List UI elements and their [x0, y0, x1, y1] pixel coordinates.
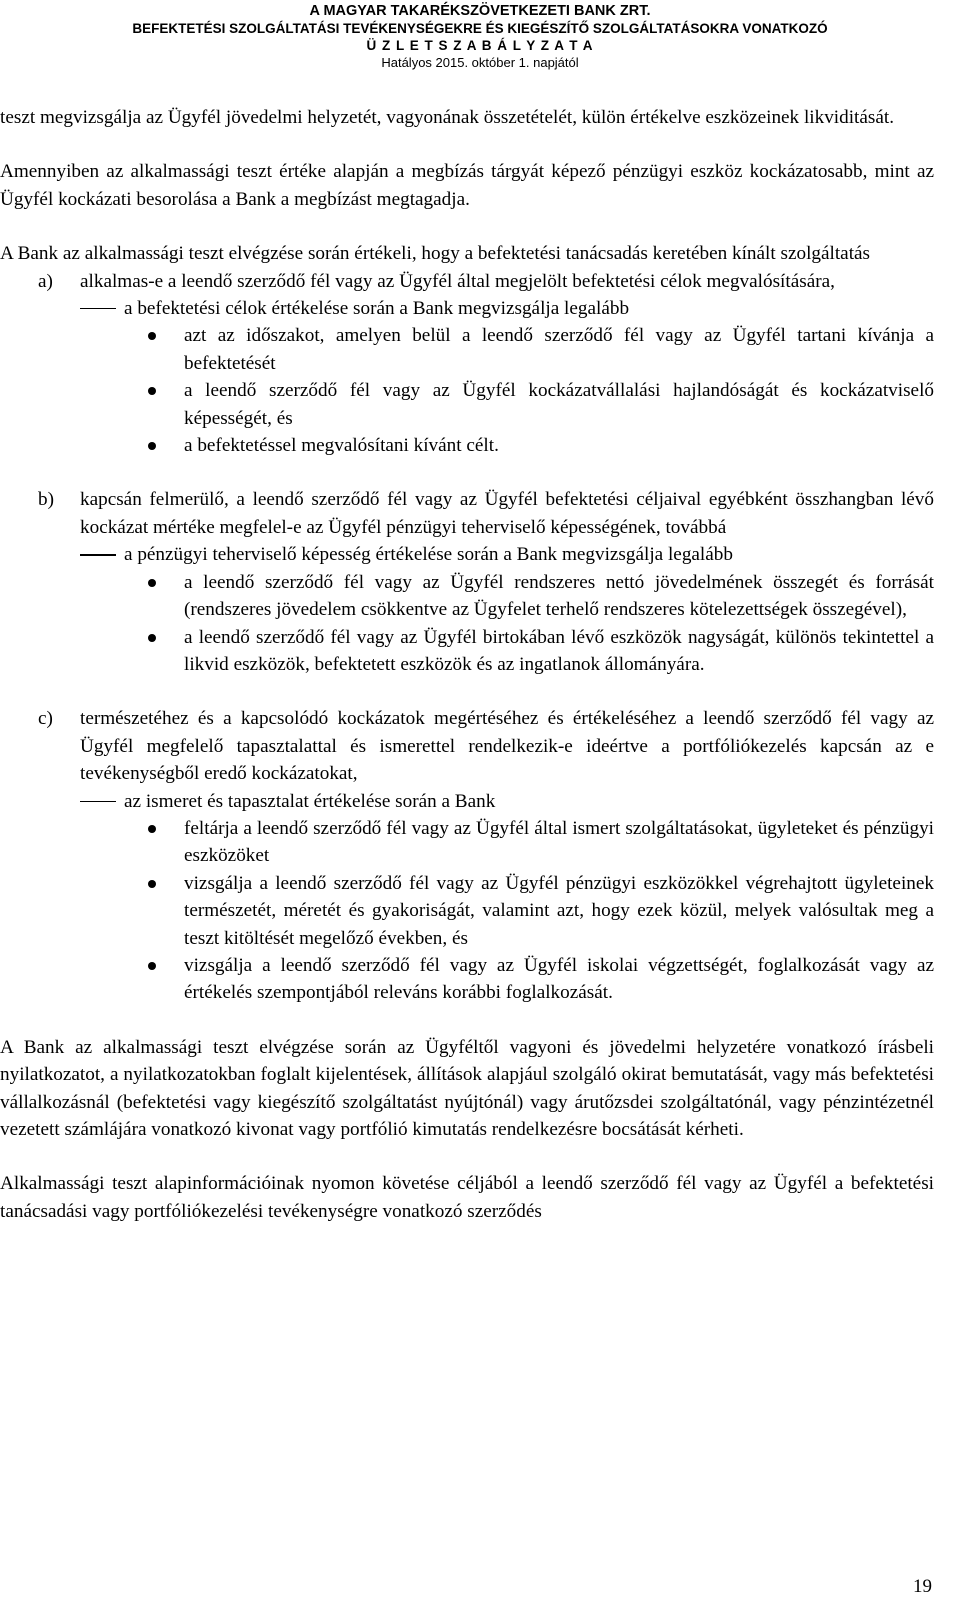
- bullet-text: a leendő szerződő fél vagy az Ügyfél birtokában lévő eszközök nagyságát, különös tekintettel a likvid eszközök, befektetett eszközök és az ingatlanok állományára.: [184, 626, 934, 675]
- list-item-c: [0, 705, 934, 787]
- list-item-text: kapcsán felmerülő, a leendő szerződő fél vagy az Ügyfél befektetési céljaival egyébként összhangban lévő kockázat mértéke megfelel-e az Ügyfél pénzügyi teherviselő képességének, továbbá: [80, 489, 934, 538]
- bullet-text: azt az időszakot, amelyen belül a leendő szerződő fél vagy az Ügyfél tartani kívánja a befektetését: [184, 325, 934, 374]
- list-marker: a): [38, 270, 53, 292]
- bullet-icon: [148, 332, 156, 340]
- list-item-text: alkalmas-e a leendő szerződő fél vagy az Ügyfél által megjelölt befektetési célok megvalósítására,: [80, 270, 835, 292]
- bullet-text: vizsgálja a leendő szerződő fél vagy az Ügyfél iskolai végzettségét, foglalkozását vagy az értékelés szempontjából releváns korábbi foglalkozását.: [184, 954, 934, 1004]
- bullet-icon: [148, 825, 156, 833]
- bullet-text: feltárja a leendő szerződő fél vagy az Ügyfél által ismert szolgáltatásokat, ügyleteket és pénzügyi eszközöket: [184, 817, 934, 867]
- paragraph: Amennyiben az alkalmassági teszt értéke alapján a megbízás tárgyát képező pénzügyi eszköz kockázatosabb, mint az Ügyfél kockázati besorolása a Bank a megbízást megtagadja.: [0, 161, 934, 210]
- bullet-item: [0, 569, 934, 624]
- header-bank-name: A MAGYAR TAKARÉKSZÖVETKEZETI BANK ZRT.: [309, 3, 651, 19]
- dash-item-text: az ismeret és tapasztalat értékelése során a Bank: [124, 790, 496, 812]
- paragraph: A Bank az alkalmassági teszt elvégzése során értékeli, hogy a befektetési tanácsadás keretében kínált szolgáltatás: [0, 243, 871, 265]
- list-item-text: természetéhez és a kapcsolódó kockázatok megértéséhez és értékeléséhez a leendő szerződő fél vagy az Ügyfél megfelelő tapasztalattal és ismerettel rendelkezik-e ideértve a portfóliókezelés kapcsán az e tevékenységből eredő kockázatokat,: [80, 708, 934, 785]
- header-subtitle: BEFEKTETÉSI SZOLGÁLTATÁSI TEVÉKENYSÉGEKRE ÉS KIEGÉSZÍTŐ SZOLGÁLTATÁSOKRA VONATKOZÓ: [132, 21, 828, 36]
- paragraph: teszt megvizsgálja az Ügyfél jövedelmi helyzetét, vagyonának összetételét, külön értékelve eszközeinek likviditását.: [0, 107, 895, 128]
- dash-icon: [80, 801, 116, 802]
- dash-item: [0, 295, 934, 322]
- list-item-a: [0, 268, 934, 295]
- bullet-item: [0, 377, 934, 432]
- page-number: 19: [913, 1576, 932, 1597]
- list-marker: c): [38, 708, 53, 730]
- document-header: [0, 2, 960, 71]
- dash-item: [0, 541, 934, 568]
- bullet-icon: [148, 579, 156, 587]
- bullet-item: [0, 322, 934, 377]
- dash-icon: [80, 554, 116, 555]
- document-body: [0, 104, 934, 1225]
- bullet-text: a leendő szerződő fél vagy az Ügyfél kockázatvállalási hajlandóságát és kockázatviselő képességét, és: [184, 380, 934, 429]
- bullet-text: a leendő szerződő fél vagy az Ügyfél rendszeres nettó jövedelmének összegét és forrását (rendszeres jövedelem csökkentve az Ügyfelet terhelő rendszeres kötelezettségek összegével),: [184, 571, 934, 621]
- paragraph: A Bank az alkalmassági teszt elvégzése során az Ügyféltől vagyoni és jövedelmi helyzetére vonatkozó írásbeli nyilatkozatot, a nyilatkozatokban foglalt kijelentések, állítások alapjául szolgáló okirat bemutatását, vagy más befektetési vállalkozásnál (befektetési vagy kiegészítő szolgáltatást nyújtónál) vagy árutőzsdei szolgáltatónál, vagy pénzintézetnél vezetett számlájára vonatkozó kivonat vagy portfólió kimutatás rendelkezésre bocsátását kérheti.: [0, 1036, 934, 1140]
- list-marker: b): [38, 489, 54, 511]
- bullet-icon: [148, 387, 156, 395]
- bullet-text: a befektetéssel megvalósítani kívánt célt.: [184, 435, 499, 457]
- bullet-icon: [148, 634, 156, 642]
- bullet-icon: [148, 880, 156, 888]
- dash-item-text: a pénzügyi teherviselő képesség értékelése során a Bank megvizsgálja legalább: [124, 544, 733, 566]
- bullet-item: [0, 815, 934, 870]
- dash-item-text: a befektetési célok értékelése során a Bank megvizsgálja legalább: [124, 298, 630, 320]
- list-item-b: [0, 486, 934, 541]
- bullet-item: [0, 952, 934, 1007]
- bullet-item: [0, 624, 934, 679]
- paragraph: Alkalmassági teszt alapinformációinak nyomon követése céljából a leendő szerződő fél vagy az Ügyfél a befektetési tanácsadási vagy portfóliókezelési tevékenységre vonatkozó szerződés: [0, 1173, 934, 1222]
- bullet-text: vizsgálja a leendő szerződő fél vagy az Ügyfél pénzügyi eszközökkel végrehajtott ügyleteinek természetét, méretét és gyakoriságát, valamint azt, hogy ezek közül, melyek valósultak meg a teszt kitöltését megelőző években, és: [184, 872, 934, 949]
- bullet-icon: [148, 442, 156, 450]
- bullet-item: [0, 432, 934, 459]
- bullet-icon: [148, 962, 156, 970]
- bullet-item: [0, 870, 934, 952]
- dash-item: [0, 788, 934, 815]
- header-effective-date: Hatályos 2015. október 1. napjától: [381, 55, 579, 70]
- dash-icon: [80, 308, 116, 309]
- header-doc-title: Ü Z L E T S Z A B Á L Y Z A T A: [366, 38, 594, 53]
